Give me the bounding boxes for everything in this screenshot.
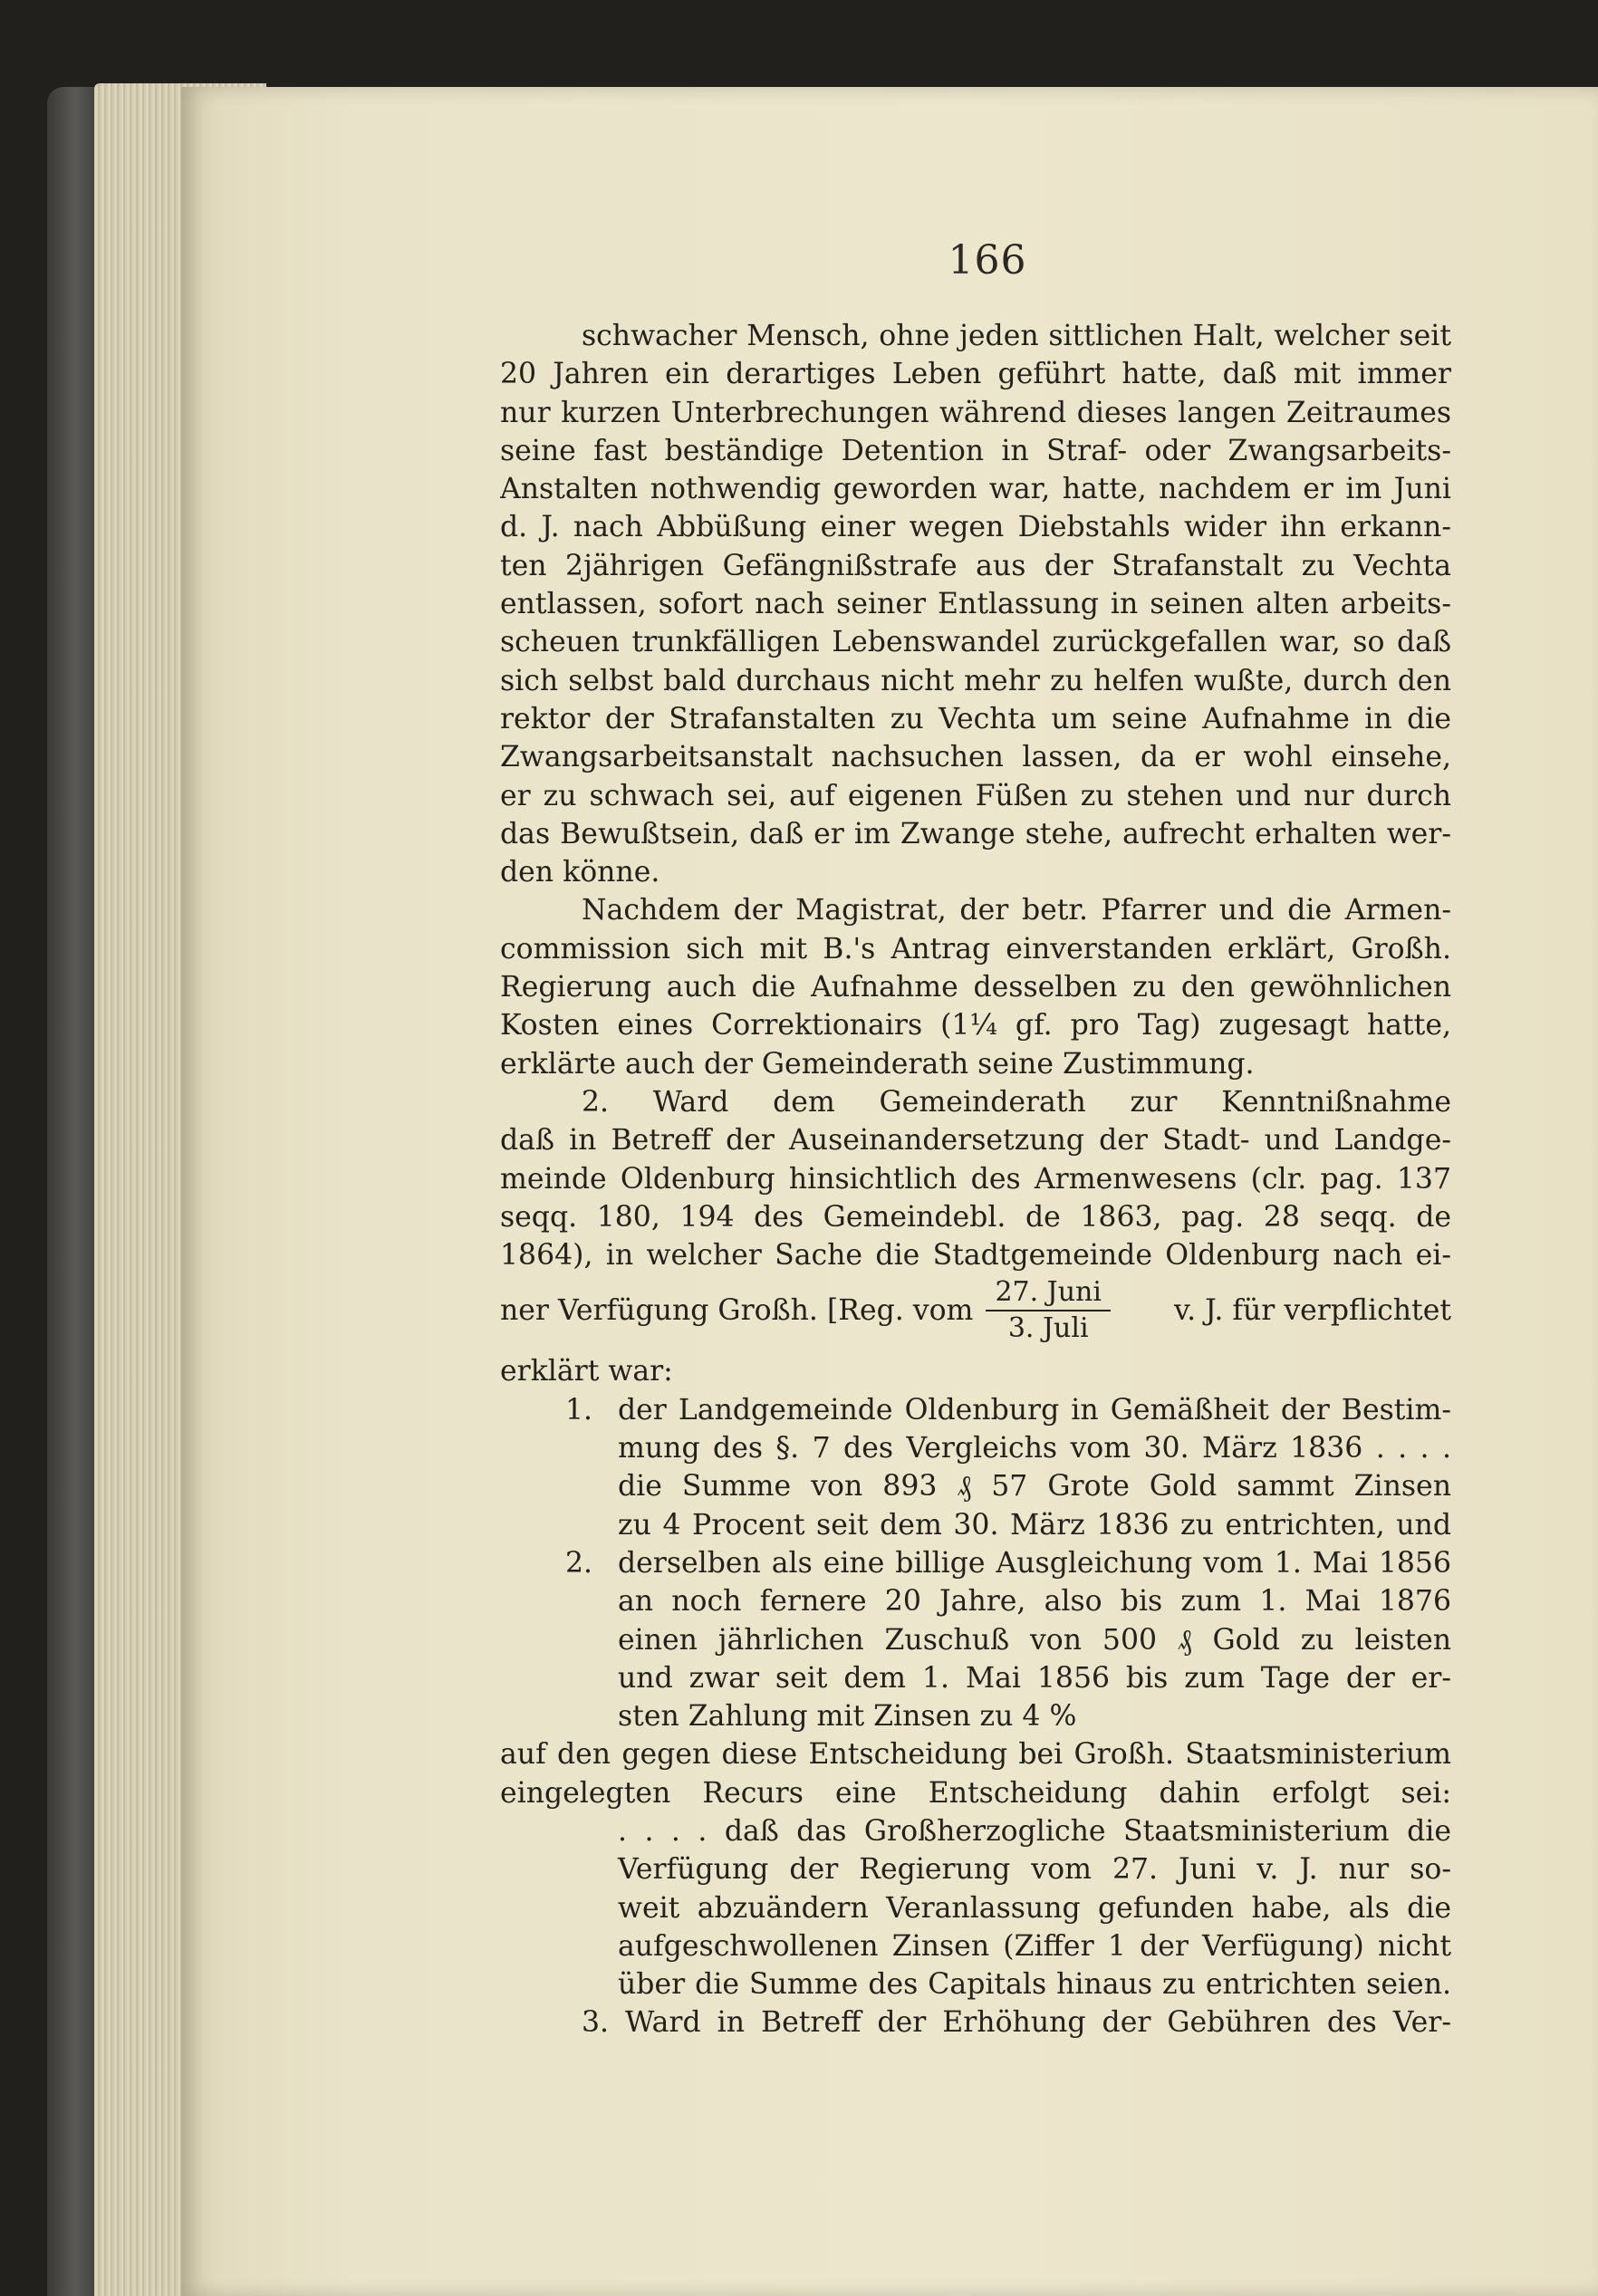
text-line: das Bewußtsein, daß er im Zwange stehe, aufrecht erhalten wer- xyxy=(500,817,1451,850)
enumerated-item-line xyxy=(500,1544,1451,1582)
item-text: sten Zahlung mit Zinsen zu 4 % xyxy=(618,1700,1077,1734)
text-line: 3. Ward in Betreff der Erhöhung der Gebühren des Ver- xyxy=(582,2006,1451,2040)
fraction-numerator: 27. Juni xyxy=(986,1275,1111,1311)
item-text: einen jährlichen Zuschuß von 500 ₰ Gold zu leisten xyxy=(618,1623,1451,1657)
item-number xyxy=(500,1697,618,1735)
item-number xyxy=(500,1659,618,1697)
text-line: erklärt war: xyxy=(500,1355,673,1388)
item-text: zu 4 Procent seit dem 30. März 1836 zu entrichten, und xyxy=(618,1508,1451,1542)
text-line: nur kurzen Unterbrechungen während dieses langen Zeitraumes xyxy=(500,396,1451,429)
item-number: 2. xyxy=(565,1546,593,1580)
item-text: an noch fernere 20 Jahre, also bis zum 1. Mai 1876 xyxy=(618,1585,1451,1619)
fraction-line xyxy=(500,1269,1451,1352)
text-line: über die Summe des Capitals hinaus zu entrichten seien. xyxy=(618,1968,1451,2002)
text-line: aufgeschwollenen Zinsen (Ziffer 1 der Verfügung) nicht xyxy=(618,1929,1451,1963)
item-text: und zwar seit dem 1. Mai 1856 bis zum Tage der er- xyxy=(618,1661,1451,1695)
enumerated-item-line xyxy=(500,1467,1451,1505)
enumerated-item-line xyxy=(500,1621,1451,1659)
text-line: Zwangsarbeitsanstalt nachsuchen lassen, da er wohl einsehe, xyxy=(500,741,1451,774)
text-line: weit abzuändern Veranlassung gefunden habe, als die xyxy=(618,1891,1451,1925)
text-line: den könne. xyxy=(500,856,660,889)
item-number xyxy=(500,1582,618,1620)
text-line: Nachdem der Magistrat, der betr. Pfarrer und die Armen- xyxy=(582,894,1451,927)
item-text: der Landgemeinde Oldenburg in Gemäßheit der Bestim- xyxy=(618,1393,1451,1427)
text-line: schwacher Mensch, ohne jeden sittlichen Halt, welcher seit xyxy=(582,320,1451,352)
text-line: meinde Oldenburg hinsichtlich des Armenwesens (clr. pag. 137 xyxy=(500,1162,1451,1196)
text-line: . . . . daß das Großherzogliche Staatsministerium die xyxy=(618,1814,1451,1848)
text-line: daß in Betreff der Auseinandersetzung der Stadt- und Landge- xyxy=(500,1124,1451,1158)
date-fraction xyxy=(986,1275,1111,1346)
page-number: 166 xyxy=(948,237,1027,283)
item-text: mung des §. 7 des Vergleichs vom 30. März 1836 . . . . xyxy=(618,1432,1451,1465)
text-line: erklärte auch der Gemeinderath seine Zustimmung. xyxy=(500,1047,1255,1081)
item-text: die Summe von 893 ₰ 57 Grote Gold sammt Zinsen xyxy=(618,1470,1451,1503)
text-line: 20 Jahren ein derartiges Leben geführt hatte, daß mit immer xyxy=(500,358,1451,391)
page-text xyxy=(500,317,1451,2042)
text-line: Anstalten nothwendig geworden war, hatte, nachdem er im Juni xyxy=(500,473,1451,506)
enumerated-item-line xyxy=(500,1506,1451,1544)
enumerated-item-line xyxy=(500,1697,1451,1735)
text-line: 1864), in welcher Sache die Stadtgemeinde Oldenburg nach ei- xyxy=(500,1239,1451,1273)
enumerated-item-line xyxy=(500,1429,1451,1467)
enumerated-item-line xyxy=(500,1391,1451,1429)
fraction-line-suffix: v. J. für verpflichtet xyxy=(1174,1294,1451,1328)
text-line: er zu schwach sei, auf eigenen Füßen zu stehen und nur durch xyxy=(500,779,1451,812)
item-number xyxy=(500,1467,618,1505)
item-number: 1. xyxy=(565,1393,593,1427)
item-number xyxy=(500,1506,618,1544)
enumerated-item-line xyxy=(500,1659,1451,1697)
text-line: 2. Ward dem Gemeinderath zur Kenntnißnahme xyxy=(582,1085,1451,1119)
text-line: d. J. nach Abbüßung einer wegen Diebstahls wider ihn erkann- xyxy=(500,511,1451,544)
text-line: Kosten eines Correktionairs (1¼ gf. pro Tag) zugesagt hatte, xyxy=(500,1009,1451,1042)
item-number xyxy=(500,1429,618,1467)
text-line: auf den gegen diese Entscheidung bei Großh. Staatsministerium xyxy=(500,1738,1451,1772)
text-line: seine fast beständige Detention in Straf- oder Zwangsarbeits- xyxy=(500,434,1451,467)
item-number xyxy=(500,1621,618,1659)
text-line: commission sich mit B.'s Antrag einverstanden erklärt, Großh. xyxy=(500,932,1451,965)
enumerated-item-line xyxy=(500,1582,1451,1620)
text-line: Verfügung der Regierung vom 27. Juni v. J. nur so- xyxy=(618,1853,1451,1887)
text-line: eingelegten Recurs eine Entscheidung dahin erfolgt sei: xyxy=(500,1776,1451,1810)
fraction-denominator: 3. Juli xyxy=(1007,1312,1089,1345)
text-line: sich selbst bald durchaus nicht mehr zu helfen wußte, durch den xyxy=(500,664,1451,697)
text-line: scheuen trunkfälligen Lebenswandel zurückgefallen war, so daß xyxy=(500,626,1451,659)
text-line: entlassen, sofort nach seiner Entlassung in seinen alten arbeits- xyxy=(500,588,1451,621)
text-line: Regierung auch die Aufnahme desselben zu den gewöhnlichen xyxy=(500,971,1451,1004)
fraction-line-prefix: ner Verfügung Großh. [Reg. vom xyxy=(500,1294,974,1328)
text-line: rektor der Strafanstalten zu Vechta um seine Aufnahme in die xyxy=(500,702,1451,735)
text-line: ten 2jährigen Gefängnißstrafe aus der Strafanstalt zu Vechta xyxy=(500,549,1451,582)
text-line: seqq. 180, 194 des Gemeindebl. de 1863, pag. 28 seqq. de xyxy=(500,1200,1451,1234)
item-text: derselben als eine billige Ausgleichung vom 1. Mai 1856 xyxy=(618,1546,1451,1580)
